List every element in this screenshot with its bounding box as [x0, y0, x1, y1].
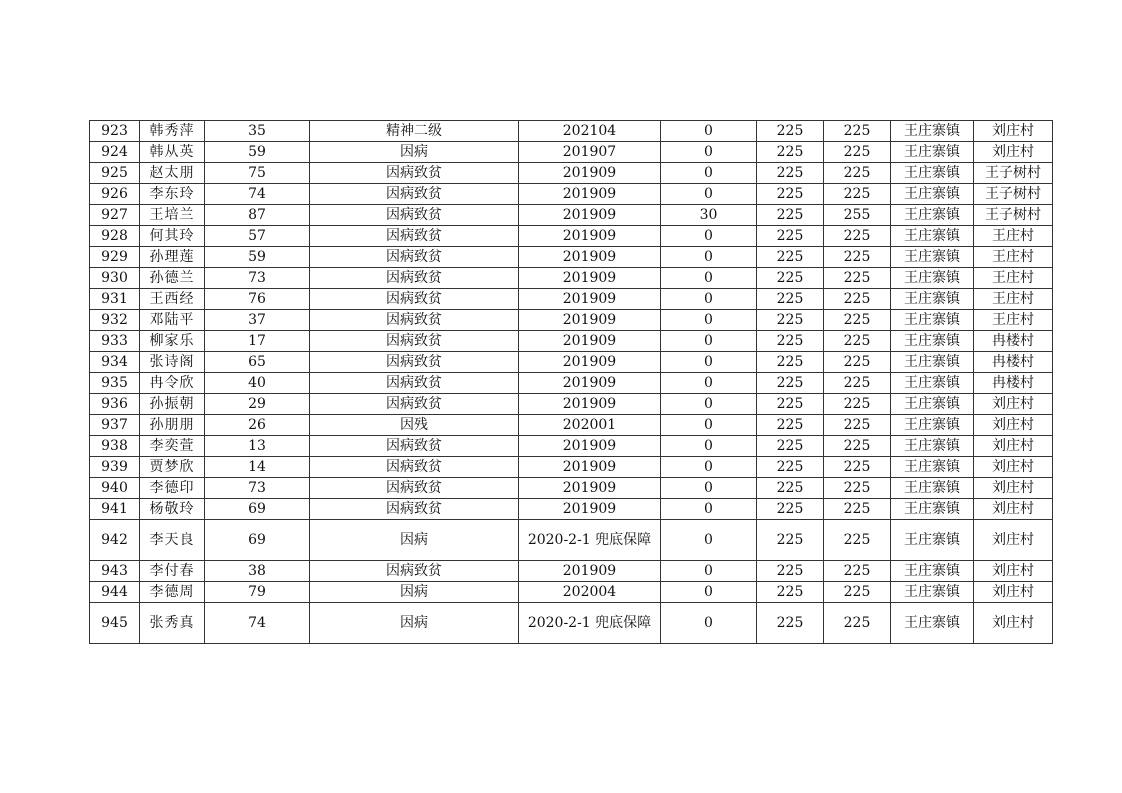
- age-cell: 69: [205, 499, 310, 520]
- name-cell: 赵太朋: [140, 163, 205, 184]
- reason-cell: 因病致贫: [310, 373, 519, 394]
- total-amount-cell: 225: [824, 310, 891, 331]
- extra-amount-cell: 30: [661, 205, 757, 226]
- village-cell: 刘庄村: [974, 436, 1053, 457]
- age-cell: 37: [205, 310, 310, 331]
- base-amount-cell: 225: [757, 121, 824, 142]
- start-date-cell: 201909: [519, 226, 661, 247]
- base-amount-cell: 225: [757, 247, 824, 268]
- serial-number-cell: 941: [90, 499, 140, 520]
- serial-number-cell: 934: [90, 352, 140, 373]
- name-cell: 李奕萱: [140, 436, 205, 457]
- name-cell: 韩从英: [140, 142, 205, 163]
- name-cell: 孙德兰: [140, 268, 205, 289]
- table-row: [90, 499, 1053, 520]
- serial-number-cell: 926: [90, 184, 140, 205]
- serial-number-cell: 927: [90, 205, 140, 226]
- village-cell: 王子树村: [974, 184, 1053, 205]
- village-cell: 刘庄村: [974, 603, 1053, 644]
- serial-number-cell: 928: [90, 226, 140, 247]
- age-cell: 29: [205, 394, 310, 415]
- extra-amount-cell: 0: [661, 499, 757, 520]
- age-cell: 73: [205, 268, 310, 289]
- town-cell: 王庄寨镇: [891, 352, 974, 373]
- reason-cell: 因病: [310, 603, 519, 644]
- reason-cell: 因残: [310, 415, 519, 436]
- serial-number-cell: 944: [90, 582, 140, 603]
- table-row: [90, 226, 1053, 247]
- age-cell: 26: [205, 415, 310, 436]
- extra-amount-cell: 0: [661, 415, 757, 436]
- town-cell: 王庄寨镇: [891, 415, 974, 436]
- table-row: [90, 121, 1053, 142]
- age-cell: 87: [205, 205, 310, 226]
- table-row: [90, 436, 1053, 457]
- age-cell: 65: [205, 352, 310, 373]
- total-amount-cell: 225: [824, 331, 891, 352]
- reason-cell: 因病: [310, 520, 519, 561]
- table-row: [90, 582, 1053, 603]
- village-cell: 刘庄村: [974, 457, 1053, 478]
- serial-number-cell: 933: [90, 331, 140, 352]
- town-cell: 王庄寨镇: [891, 121, 974, 142]
- base-amount-cell: 225: [757, 436, 824, 457]
- reason-cell: 因病致贫: [310, 184, 519, 205]
- table-row: [90, 394, 1053, 415]
- age-cell: 57: [205, 226, 310, 247]
- table-row: [90, 457, 1053, 478]
- name-cell: 李德周: [140, 582, 205, 603]
- name-cell: 孙理莲: [140, 247, 205, 268]
- name-cell: 贾梦欣: [140, 457, 205, 478]
- start-date-cell: 201909: [519, 247, 661, 268]
- base-amount-cell: 225: [757, 184, 824, 205]
- name-cell: 杨敬玲: [140, 499, 205, 520]
- serial-number-cell: 943: [90, 561, 140, 582]
- extra-amount-cell: 0: [661, 331, 757, 352]
- town-cell: 王庄寨镇: [891, 394, 974, 415]
- base-amount-cell: 225: [757, 457, 824, 478]
- extra-amount-cell: 0: [661, 373, 757, 394]
- table-row: [90, 561, 1053, 582]
- total-amount-cell: 225: [824, 478, 891, 499]
- total-amount-cell: 225: [824, 582, 891, 603]
- extra-amount-cell: 0: [661, 310, 757, 331]
- name-cell: 李东玲: [140, 184, 205, 205]
- start-date-cell: 201909: [519, 268, 661, 289]
- serial-number-cell: 925: [90, 163, 140, 184]
- name-cell: 李天良: [140, 520, 205, 561]
- start-date-cell: 201909: [519, 499, 661, 520]
- reason-cell: 因病致贫: [310, 226, 519, 247]
- reason-cell: 因病致贫: [310, 457, 519, 478]
- village-cell: 刘庄村: [974, 499, 1053, 520]
- name-cell: 孙振朝: [140, 394, 205, 415]
- age-cell: 17: [205, 331, 310, 352]
- extra-amount-cell: 0: [661, 436, 757, 457]
- name-cell: 李付春: [140, 561, 205, 582]
- town-cell: 王庄寨镇: [891, 520, 974, 561]
- reason-cell: 因病致贫: [310, 331, 519, 352]
- base-amount-cell: 225: [757, 163, 824, 184]
- reason-cell: 因病: [310, 142, 519, 163]
- reason-cell: 因病致贫: [310, 247, 519, 268]
- age-cell: 69: [205, 520, 310, 561]
- extra-amount-cell: 0: [661, 268, 757, 289]
- start-date-cell: 202104: [519, 121, 661, 142]
- start-date-cell: 201909: [519, 436, 661, 457]
- total-amount-cell: 225: [824, 121, 891, 142]
- village-cell: 刘庄村: [974, 121, 1053, 142]
- town-cell: 王庄寨镇: [891, 499, 974, 520]
- base-amount-cell: 225: [757, 331, 824, 352]
- serial-number-cell: 937: [90, 415, 140, 436]
- age-cell: 74: [205, 184, 310, 205]
- name-cell: 何其玲: [140, 226, 205, 247]
- base-amount-cell: 225: [757, 582, 824, 603]
- total-amount-cell: 225: [824, 415, 891, 436]
- age-cell: 13: [205, 436, 310, 457]
- town-cell: 王庄寨镇: [891, 310, 974, 331]
- reason-cell: 因病致贫: [310, 310, 519, 331]
- name-cell: 李德印: [140, 478, 205, 499]
- village-cell: 王子树村: [974, 163, 1053, 184]
- extra-amount-cell: 0: [661, 561, 757, 582]
- village-cell: 刘庄村: [974, 478, 1053, 499]
- town-cell: 王庄寨镇: [891, 561, 974, 582]
- start-date-cell: 201909: [519, 331, 661, 352]
- total-amount-cell: 255: [824, 205, 891, 226]
- extra-amount-cell: 0: [661, 121, 757, 142]
- extra-amount-cell: 0: [661, 457, 757, 478]
- table-body: [90, 121, 1053, 644]
- total-amount-cell: 225: [824, 561, 891, 582]
- total-amount-cell: 225: [824, 436, 891, 457]
- total-amount-cell: 225: [824, 499, 891, 520]
- start-date-cell: 202004: [519, 582, 661, 603]
- table-row: [90, 142, 1053, 163]
- town-cell: 王庄寨镇: [891, 436, 974, 457]
- serial-number-cell: 923: [90, 121, 140, 142]
- base-amount-cell: 225: [757, 268, 824, 289]
- age-cell: 40: [205, 373, 310, 394]
- age-cell: 35: [205, 121, 310, 142]
- base-amount-cell: 225: [757, 394, 824, 415]
- reason-cell: 精神二级: [310, 121, 519, 142]
- start-date-cell: 201909: [519, 478, 661, 499]
- base-amount-cell: 225: [757, 352, 824, 373]
- start-date-cell: 202001: [519, 415, 661, 436]
- town-cell: 王庄寨镇: [891, 142, 974, 163]
- table-row: [90, 520, 1053, 561]
- base-amount-cell: 225: [757, 289, 824, 310]
- total-amount-cell: 225: [824, 184, 891, 205]
- town-cell: 王庄寨镇: [891, 268, 974, 289]
- table-row: [90, 373, 1053, 394]
- serial-number-cell: 940: [90, 478, 140, 499]
- reason-cell: 因病致贫: [310, 436, 519, 457]
- table-row: [90, 478, 1053, 499]
- age-cell: 59: [205, 142, 310, 163]
- age-cell: 79: [205, 582, 310, 603]
- village-cell: 王庄村: [974, 310, 1053, 331]
- town-cell: 王庄寨镇: [891, 247, 974, 268]
- extra-amount-cell: 0: [661, 520, 757, 561]
- name-cell: 柳家乐: [140, 331, 205, 352]
- base-amount-cell: 225: [757, 142, 824, 163]
- table-row: [90, 184, 1053, 205]
- start-date-cell: 201909: [519, 373, 661, 394]
- serial-number-cell: 930: [90, 268, 140, 289]
- total-amount-cell: 225: [824, 268, 891, 289]
- serial-number-cell: 929: [90, 247, 140, 268]
- extra-amount-cell: 0: [661, 394, 757, 415]
- extra-amount-cell: 0: [661, 247, 757, 268]
- town-cell: 王庄寨镇: [891, 373, 974, 394]
- total-amount-cell: 225: [824, 394, 891, 415]
- table-row: [90, 352, 1053, 373]
- table-row: [90, 247, 1053, 268]
- start-date-cell: 201909: [519, 561, 661, 582]
- total-amount-cell: 225: [824, 520, 891, 561]
- serial-number-cell: 931: [90, 289, 140, 310]
- total-amount-cell: 225: [824, 352, 891, 373]
- table-row: [90, 289, 1053, 310]
- village-cell: 刘庄村: [974, 394, 1053, 415]
- village-cell: 王庄村: [974, 226, 1053, 247]
- extra-amount-cell: 0: [661, 226, 757, 247]
- town-cell: 王庄寨镇: [891, 289, 974, 310]
- start-date-cell: 2020-2-1 兜底保障: [519, 603, 661, 644]
- table-row: [90, 205, 1053, 226]
- town-cell: 王庄寨镇: [891, 478, 974, 499]
- village-cell: 刘庄村: [974, 520, 1053, 561]
- name-cell: 张秀真: [140, 603, 205, 644]
- name-cell: 王培兰: [140, 205, 205, 226]
- name-cell: 王西经: [140, 289, 205, 310]
- extra-amount-cell: 0: [661, 478, 757, 499]
- village-cell: 冉楼村: [974, 331, 1053, 352]
- village-cell: 刘庄村: [974, 582, 1053, 603]
- total-amount-cell: 225: [824, 247, 891, 268]
- reason-cell: 因病致贫: [310, 352, 519, 373]
- start-date-cell: 201909: [519, 352, 661, 373]
- start-date-cell: 201909: [519, 163, 661, 184]
- town-cell: 王庄寨镇: [891, 184, 974, 205]
- extra-amount-cell: 0: [661, 603, 757, 644]
- name-cell: 韩秀萍: [140, 121, 205, 142]
- town-cell: 王庄寨镇: [891, 457, 974, 478]
- age-cell: 14: [205, 457, 310, 478]
- extra-amount-cell: 0: [661, 184, 757, 205]
- serial-number-cell: 935: [90, 373, 140, 394]
- total-amount-cell: 225: [824, 457, 891, 478]
- extra-amount-cell: 0: [661, 163, 757, 184]
- reason-cell: 因病致贫: [310, 205, 519, 226]
- start-date-cell: 201909: [519, 394, 661, 415]
- village-cell: 王庄村: [974, 268, 1053, 289]
- name-cell: 冉令欣: [140, 373, 205, 394]
- total-amount-cell: 225: [824, 603, 891, 644]
- base-amount-cell: 225: [757, 373, 824, 394]
- extra-amount-cell: 0: [661, 289, 757, 310]
- base-amount-cell: 225: [757, 603, 824, 644]
- age-cell: 73: [205, 478, 310, 499]
- town-cell: 王庄寨镇: [891, 582, 974, 603]
- table-row: [90, 331, 1053, 352]
- base-amount-cell: 225: [757, 205, 824, 226]
- total-amount-cell: 225: [824, 163, 891, 184]
- reason-cell: 因病致贫: [310, 561, 519, 582]
- extra-amount-cell: 0: [661, 582, 757, 603]
- start-date-cell: 201909: [519, 289, 661, 310]
- town-cell: 王庄寨镇: [891, 205, 974, 226]
- table-row: [90, 415, 1053, 436]
- reason-cell: 因病致贫: [310, 478, 519, 499]
- village-cell: 冉楼村: [974, 373, 1053, 394]
- base-amount-cell: 225: [757, 310, 824, 331]
- total-amount-cell: 225: [824, 289, 891, 310]
- start-date-cell: 201909: [519, 205, 661, 226]
- extra-amount-cell: 0: [661, 142, 757, 163]
- base-amount-cell: 225: [757, 520, 824, 561]
- reason-cell: 因病: [310, 582, 519, 603]
- data-table: [89, 120, 1053, 644]
- age-cell: 38: [205, 561, 310, 582]
- serial-number-cell: 942: [90, 520, 140, 561]
- serial-number-cell: 938: [90, 436, 140, 457]
- name-cell: 张诗阁: [140, 352, 205, 373]
- reason-cell: 因病致贫: [310, 289, 519, 310]
- town-cell: 王庄寨镇: [891, 331, 974, 352]
- start-date-cell: 2020-2-1 兜底保障: [519, 520, 661, 561]
- name-cell: 邓陆平: [140, 310, 205, 331]
- reason-cell: 因病致贫: [310, 268, 519, 289]
- reason-cell: 因病致贫: [310, 499, 519, 520]
- name-cell: 孙朋朋: [140, 415, 205, 436]
- base-amount-cell: 225: [757, 561, 824, 582]
- table-row: [90, 268, 1053, 289]
- age-cell: 75: [205, 163, 310, 184]
- base-amount-cell: 225: [757, 478, 824, 499]
- village-cell: 刘庄村: [974, 142, 1053, 163]
- base-amount-cell: 225: [757, 415, 824, 436]
- serial-number-cell: 932: [90, 310, 140, 331]
- age-cell: 76: [205, 289, 310, 310]
- town-cell: 王庄寨镇: [891, 163, 974, 184]
- start-date-cell: 201909: [519, 184, 661, 205]
- village-cell: 王庄村: [974, 247, 1053, 268]
- start-date-cell: 201909: [519, 310, 661, 331]
- age-cell: 59: [205, 247, 310, 268]
- village-cell: 冉楼村: [974, 352, 1053, 373]
- serial-number-cell: 936: [90, 394, 140, 415]
- town-cell: 王庄寨镇: [891, 603, 974, 644]
- town-cell: 王庄寨镇: [891, 226, 974, 247]
- serial-number-cell: 939: [90, 457, 140, 478]
- total-amount-cell: 225: [824, 226, 891, 247]
- total-amount-cell: 225: [824, 142, 891, 163]
- village-cell: 王庄村: [974, 289, 1053, 310]
- reason-cell: 因病致贫: [310, 394, 519, 415]
- total-amount-cell: 225: [824, 373, 891, 394]
- table-row: [90, 603, 1053, 644]
- reason-cell: 因病致贫: [310, 163, 519, 184]
- extra-amount-cell: 0: [661, 352, 757, 373]
- village-cell: 王子树村: [974, 205, 1053, 226]
- village-cell: 刘庄村: [974, 415, 1053, 436]
- start-date-cell: 201909: [519, 457, 661, 478]
- serial-number-cell: 945: [90, 603, 140, 644]
- table-row: [90, 163, 1053, 184]
- serial-number-cell: 924: [90, 142, 140, 163]
- village-cell: 刘庄村: [974, 561, 1053, 582]
- table-row: [90, 310, 1053, 331]
- base-amount-cell: 225: [757, 499, 824, 520]
- age-cell: 74: [205, 603, 310, 644]
- base-amount-cell: 225: [757, 226, 824, 247]
- start-date-cell: 201907: [519, 142, 661, 163]
